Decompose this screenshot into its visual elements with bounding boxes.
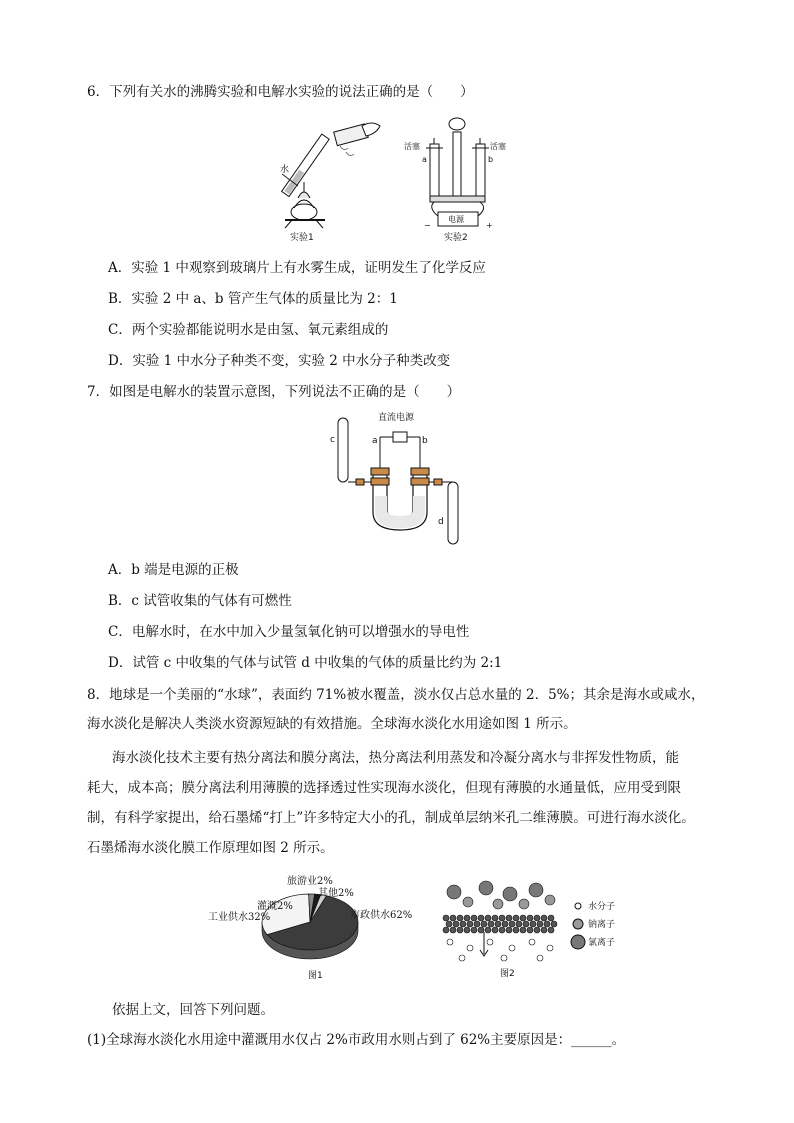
- q8-subquestion-1: (1)全球海水淡化水用途中灌溉用水仅占 2%市政用水则占到了 62%主要原因是：______。: [87, 1032, 626, 1048]
- water-molecule-2: [487, 939, 493, 945]
- carbon-atom-0-0: [443, 915, 449, 921]
- carbon-atom-1-9: [509, 921, 515, 927]
- carbon-atom-1-10: [516, 921, 522, 927]
- q6-option-d: D．实验 1 中水分子种类不变，实验 2 中水分子种类改变: [108, 353, 451, 369]
- legend-sodium-label: 钠离子: [588, 920, 616, 930]
- sodium-ion-legend-icon: [573, 919, 583, 929]
- carbon-atom-2-12: [527, 927, 533, 933]
- carbon-atom-1-12: [530, 921, 536, 927]
- q6-option-c: C．两个实验都能说明水是由氢、氧元素组成的: [108, 322, 389, 338]
- q6-valve-left: 活塞: [404, 142, 420, 151]
- q7-stem: 7．如图是电解水的装置示意图，下列说法不正确的是（ ）: [87, 384, 461, 400]
- carbon-atom-2-11: [520, 927, 526, 933]
- q6-label-a: a: [422, 155, 427, 164]
- carbon-atom-2-13: [534, 927, 540, 933]
- sodium-ion-0: [463, 897, 473, 907]
- carbon-atom-1-15: [551, 921, 557, 927]
- carbon-atom-1-1: [453, 921, 459, 927]
- carbon-atom-0-7: [492, 915, 498, 921]
- pie-label-1: 市政供水62%: [350, 910, 413, 921]
- carbon-atom-2-10: [513, 927, 519, 933]
- carbon-atom-0-14: [541, 915, 547, 921]
- membrane-figure: [440, 872, 630, 982]
- carbon-atom-2-14: [541, 927, 547, 933]
- q7-label-a: a: [372, 436, 378, 446]
- experiment-2-apparatus: [426, 118, 489, 226]
- q7-figure: [330, 412, 470, 547]
- q6-option-a: A．实验 1 中观察到玻璃片上有水雾生成，证明发生了化学反应: [108, 260, 486, 276]
- pie-chart: [200, 872, 430, 982]
- carbon-atom-2-4: [471, 927, 477, 933]
- carbon-atom-0-1: [450, 915, 456, 921]
- carbon-atom-2-0: [443, 927, 449, 933]
- q6-label-b: b: [488, 155, 494, 164]
- chloride-ion-3: [529, 883, 543, 897]
- water-molecule-4: [529, 939, 535, 945]
- carbon-atom-2-8: [499, 927, 505, 933]
- water-molecule-1: [467, 945, 473, 951]
- water-molecule-0: [447, 939, 453, 945]
- membrane-molecules: [443, 881, 557, 961]
- carbon-atom-0-2: [457, 915, 463, 921]
- carbon-atom-1-8: [502, 921, 508, 927]
- water-molecule-legend-icon: [575, 903, 581, 909]
- sodium-ion-3: [545, 895, 555, 905]
- q7-option-d: D．试管 c 中收集的气体与试管 d 中收集的气体的质量比约为 2:1: [108, 655, 503, 671]
- sodium-ion-1: [493, 899, 503, 909]
- q6-minus-sign: −: [424, 221, 431, 230]
- carbon-atom-2-1: [450, 927, 456, 933]
- legend-water-label: 水分子: [588, 902, 616, 912]
- pie-label-2: 工业供水32%: [208, 912, 271, 923]
- q8-paragraph2-line-1: 海水淡化技术主要有热分离法和膜分离法，热分离法利用蒸发和冷凝分离水与非挥发性物质，能: [112, 750, 679, 766]
- q7-option-c: C．电解水时，在水中加入少量氢氧化钠可以增强水的导电性: [108, 624, 470, 640]
- chloride-ion-0: [447, 885, 461, 899]
- carbon-atom-0-3: [464, 915, 470, 921]
- carbon-atom-0-13: [534, 915, 540, 921]
- carbon-atom-0-6: [485, 915, 491, 921]
- carbon-atom-2-6: [485, 927, 491, 933]
- q7-power-label: 直流电源: [378, 413, 415, 423]
- q7-label-d: d: [438, 517, 444, 527]
- carbon-atom-2-3: [464, 927, 470, 933]
- water-molecule-5: [547, 945, 553, 951]
- q6-plus-sign: +: [486, 221, 493, 230]
- carbon-atom-1-3: [467, 921, 473, 927]
- q6-caption-1: 实验1: [290, 233, 314, 243]
- q8-line-1: 8．地球是一个美丽的“水球”，表面约 71%被水覆盖，淡水仅占总水量的 2．5%；其余是海水或咸水，: [87, 687, 705, 703]
- q7-label-c: c: [330, 435, 335, 445]
- carbon-atom-0-9: [506, 915, 512, 921]
- carbon-atom-0-12: [527, 915, 533, 921]
- q8-paragraph2-line-2: 耗大，成本高；膜分离法利用薄膜的选择透过性实现海水淡化，但现有薄膜的水通量低，应用受到限: [87, 780, 681, 796]
- q6-stem: 6．下列有关水的沸腾实验和电解水实验的说法正确的是（ ）: [87, 84, 474, 100]
- chloride-ion-legend-icon: [571, 935, 585, 949]
- fig2-caption: 图2: [500, 969, 515, 979]
- legend-chloride-label: 氯离子: [588, 938, 616, 948]
- carbon-atom-1-13: [537, 921, 543, 927]
- q6-valve-right: 活塞: [490, 142, 506, 151]
- q7-label-b: b: [422, 436, 428, 446]
- q8-line-2: 海水淡化是解决人类淡水资源短缺的有效措施。全球海水淡化水用途如图 1 所示。: [87, 716, 577, 732]
- carbon-atom-2-7: [492, 927, 498, 933]
- chloride-ion-2: [503, 887, 517, 901]
- carbon-atom-1-7: [495, 921, 501, 927]
- water-molecule-8: [537, 955, 543, 961]
- carbon-atom-2-9: [506, 927, 512, 933]
- carbon-atom-2-15: [548, 927, 554, 933]
- sodium-ion-2: [519, 899, 529, 909]
- q6-caption-2: 实验2: [444, 233, 468, 243]
- carbon-atom-2-5: [478, 927, 484, 933]
- carbon-atom-1-6: [488, 921, 494, 927]
- chloride-ion-1: [479, 881, 493, 895]
- carbon-atom-2-2: [457, 927, 463, 933]
- carbon-atom-0-15: [548, 915, 554, 921]
- water-molecule-6: [459, 955, 465, 961]
- down-arrow-icon: [480, 932, 488, 956]
- fig1-caption: 图1: [308, 971, 323, 981]
- carbon-atom-1-4: [474, 921, 480, 927]
- q6-figure: [280, 112, 520, 242]
- q8-after-text: 依据上文，回答下列问题。: [112, 1002, 274, 1018]
- carbon-atom-0-11: [520, 915, 526, 921]
- water-molecule-7: [501, 955, 507, 961]
- water-molecule-3: [509, 945, 515, 951]
- q8-paragraph2-line-3: 制，有科学家提出，给石墨烯“打上”许多特定大小的孔，制成单层纳米孔二维薄膜。可进行海水淡化。: [87, 810, 695, 826]
- q8-paragraph2-line-4: 石墨烯海水淡化膜工作原理如图 2 所示。: [87, 840, 334, 856]
- carbon-atom-1-5: [481, 921, 487, 927]
- carbon-atom-1-11: [523, 921, 529, 927]
- experiment-1-apparatus: [282, 123, 380, 228]
- pie-label-3: 灌溉2%: [257, 901, 293, 912]
- q7-option-b: B．c 试管收集的气体有可燃性: [108, 593, 292, 609]
- carbon-atom-0-4: [471, 915, 477, 921]
- carbon-atom-1-0: [446, 921, 452, 927]
- q7-option-a: A．b 端是电源的正极: [108, 562, 239, 578]
- carbon-atom-1-2: [460, 921, 466, 927]
- pie-label-5: 其他2%: [318, 888, 354, 899]
- carbon-atom-0-5: [478, 915, 484, 921]
- pie-label-4: 旅游业2%: [287, 876, 333, 887]
- carbon-atom-0-10: [513, 915, 519, 921]
- q6-power-label: 电源: [448, 215, 464, 224]
- carbon-atom-1-14: [544, 921, 550, 927]
- q6-water-label: 水: [280, 165, 290, 175]
- carbon-atom-0-8: [499, 915, 505, 921]
- q6-option-b: B．实验 2 中 a、b 管产生气体的质量比为 2：1: [108, 291, 398, 307]
